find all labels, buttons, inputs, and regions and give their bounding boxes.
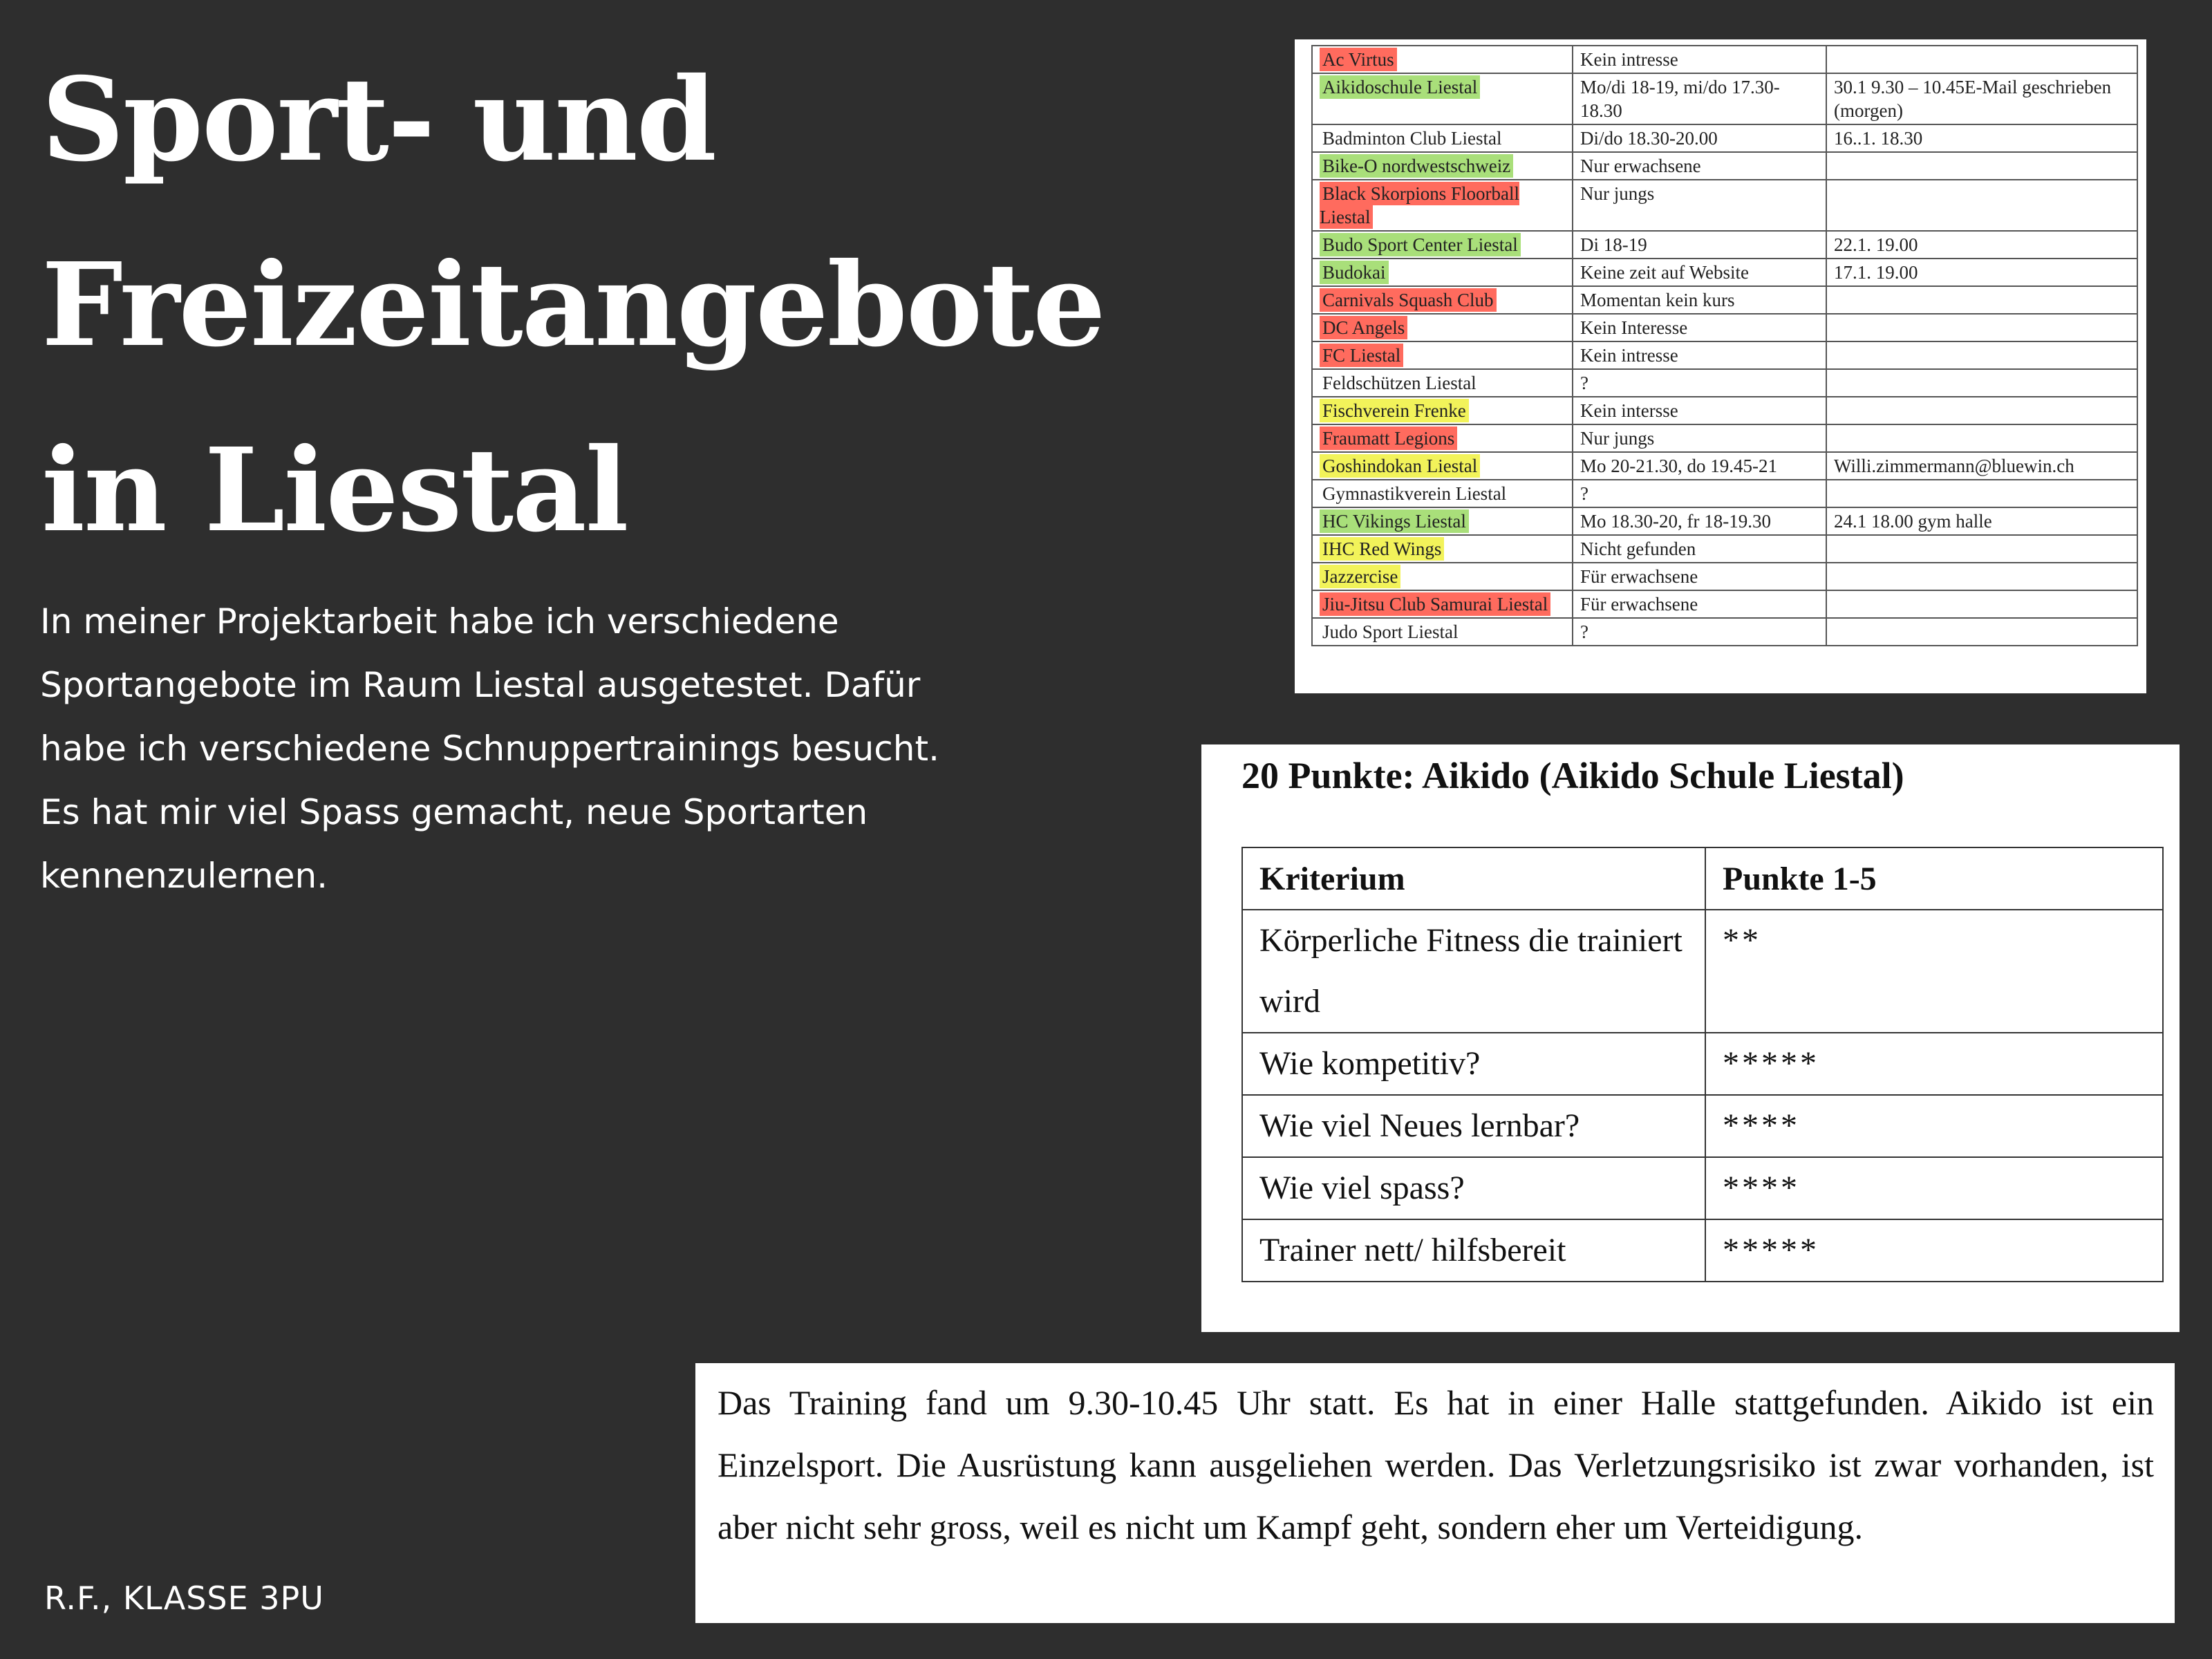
table-row — [1242, 1219, 2163, 1282]
info-cell: Nur jungs — [1573, 180, 1826, 231]
club-name-cell — [1312, 46, 1573, 73]
stars-cell: ** — [1705, 910, 2163, 1033]
intro-line: habe ich verschiedene Schnuppertrainings besucht. — [40, 729, 939, 769]
table-row — [1312, 124, 2137, 152]
club-name: IHC Red Wings — [1320, 537, 1444, 561]
date-cell: 16..1. 18.30 — [1826, 124, 2137, 152]
date-cell — [1826, 590, 2137, 618]
club-name-cell — [1312, 369, 1573, 397]
criterion-cell: Wie viel Neues lernbar? — [1242, 1095, 1705, 1157]
criterion-column-header: Kriterium — [1242, 847, 1705, 910]
rating-heading: 20 Punkte: Aikido (Aikido Schule Liestal) — [1241, 755, 1904, 796]
intro-paragraph — [40, 590, 980, 908]
rating-table — [1241, 847, 2164, 1282]
criterion-cell: Trainer nett/ hilfsbereit — [1242, 1219, 1705, 1282]
table-row — [1312, 563, 2137, 590]
info-cell: ? — [1573, 480, 1826, 507]
club-name: Fischverein Frenke — [1320, 399, 1469, 422]
club-name-cell — [1312, 124, 1573, 152]
date-cell: Willi.zimmermann@bluewin.ch — [1826, 452, 2137, 480]
info-cell: Kein intresse — [1573, 341, 1826, 369]
date-cell — [1826, 618, 2137, 646]
info-cell: Nicht gefunden — [1573, 535, 1826, 563]
stars-cell: **** — [1705, 1095, 2163, 1157]
stars-cell: **** — [1705, 1157, 2163, 1219]
info-cell: Mo 18.30-20, fr 18-19.30 — [1573, 507, 1826, 535]
date-cell — [1826, 341, 2137, 369]
table-row — [1242, 1095, 2163, 1157]
info-cell: ? — [1573, 618, 1826, 646]
info-cell: Für erwachsene — [1573, 563, 1826, 590]
title-line-3: in Liestal — [41, 423, 628, 558]
club-name: Gymnastikverein Liestal — [1322, 483, 1507, 504]
title-line-2: Freizeitangebote — [41, 238, 1105, 373]
club-name: Aikidoschule Liestal — [1320, 75, 1480, 99]
date-cell — [1826, 152, 2137, 180]
info-cell: Kein Interesse — [1573, 314, 1826, 341]
intro-line: Sportangebote im Raum Liestal ausgetestet. Dafür — [40, 665, 921, 705]
table-row — [1312, 341, 2137, 369]
survey-table — [1311, 45, 2138, 646]
date-cell — [1826, 397, 2137, 424]
info-cell: Kein intresse — [1573, 46, 1826, 73]
info-cell: Di/do 18.30-20.00 — [1573, 124, 1826, 152]
club-name: Budokai — [1320, 261, 1389, 284]
table-row — [1312, 46, 2137, 73]
table-row — [1312, 231, 2137, 259]
info-cell: Di 18-19 — [1573, 231, 1826, 259]
club-name-cell — [1312, 180, 1573, 231]
date-cell — [1826, 480, 2137, 507]
club-name: HC Vikings Liestal — [1320, 509, 1469, 533]
club-name-cell — [1312, 480, 1573, 507]
summary-panel — [695, 1363, 2175, 1623]
info-cell: Mo/di 18-19, mi/do 17.30-18.30 — [1573, 73, 1826, 124]
club-name: Budo Sport Center Liestal — [1320, 233, 1521, 256]
intro-line: Es hat mir viel Spass gemacht, neue Sportarten — [40, 792, 868, 832]
intro-line: In meiner Projektarbeit habe ich verschiedene — [40, 601, 839, 641]
club-name-cell — [1312, 231, 1573, 259]
club-name: Feldschützen Liestal — [1322, 373, 1477, 393]
date-cell — [1826, 535, 2137, 563]
stars-cell: ***** — [1705, 1219, 2163, 1282]
date-cell: 30.1 9.30 – 10.45E-Mail geschrieben (morgen) — [1826, 73, 2137, 124]
criterion-cell: Wie kompetitiv? — [1242, 1033, 1705, 1095]
table-row — [1312, 73, 2137, 124]
table-row — [1312, 590, 2137, 618]
author-label: R.F., KLASSE 3PU — [44, 1580, 324, 1617]
table-row — [1312, 452, 2137, 480]
club-name: Badminton Club Liestal — [1322, 128, 1502, 149]
table-row — [1312, 259, 2137, 286]
date-cell: 24.1 18.00 gym halle — [1826, 507, 2137, 535]
info-cell: Nur erwachsene — [1573, 152, 1826, 180]
table-row — [1242, 910, 2163, 1033]
club-name: Bike-O nordwestschweiz — [1320, 154, 1513, 178]
club-name-cell — [1312, 259, 1573, 286]
club-name-cell — [1312, 73, 1573, 124]
info-cell: Keine zeit auf Website — [1573, 259, 1826, 286]
stars-cell: ***** — [1705, 1033, 2163, 1095]
club-name: FC Liestal — [1320, 344, 1403, 367]
table-row — [1312, 180, 2137, 231]
date-cell — [1826, 286, 2137, 314]
table-row — [1242, 1033, 2163, 1095]
table-row — [1312, 397, 2137, 424]
club-name-cell — [1312, 341, 1573, 369]
club-name-cell — [1312, 590, 1573, 618]
intro-line: kennenzulernen. — [40, 856, 328, 896]
info-cell: ? — [1573, 369, 1826, 397]
club-name: Jazzercise — [1320, 565, 1400, 588]
points-column-header: Punkte 1-5 — [1705, 847, 2163, 910]
date-cell — [1826, 369, 2137, 397]
rating-header-row — [1242, 847, 2163, 910]
summary-text: Das Training fand um 9.30-10.45 Uhr statt. Es hat in einer Halle stattgefunden. Aikido ist ein Einzelsport. Die Ausrüstung kann ausgeliehen werden. Das Verletzungsrisiko ist zwar vorhanden, ist aber nicht sehr gross, weil es nicht um Kampf geht, sondern eher um Verteidigung. — [718, 1383, 2154, 1546]
table-row — [1312, 480, 2137, 507]
table-row — [1312, 314, 2137, 341]
date-cell: 22.1. 19.00 — [1826, 231, 2137, 259]
club-name: Judo Sport Liestal — [1322, 621, 1459, 642]
table-row — [1312, 535, 2137, 563]
date-cell — [1826, 424, 2137, 452]
criterion-cell: Körperliche Fitness die trainiert wird — [1242, 910, 1705, 1033]
club-name-cell — [1312, 507, 1573, 535]
club-name-cell — [1312, 152, 1573, 180]
criterion-cell: Wie viel spass? — [1242, 1157, 1705, 1219]
table-row — [1312, 424, 2137, 452]
club-name-cell — [1312, 424, 1573, 452]
survey-scan-panel — [1295, 39, 2146, 693]
club-name: DC Angels — [1320, 316, 1407, 339]
club-name-cell — [1312, 397, 1573, 424]
info-cell: Kein intersse — [1573, 397, 1826, 424]
table-row — [1312, 286, 2137, 314]
info-cell: Für erwachsene — [1573, 590, 1826, 618]
club-name: Fraumatt Legions — [1320, 427, 1457, 450]
info-cell: Momentan kein kurs — [1573, 286, 1826, 314]
club-name-cell — [1312, 314, 1573, 341]
date-cell — [1826, 314, 2137, 341]
info-cell: Mo 20-21.30, do 19.45-21 — [1573, 452, 1826, 480]
table-row — [1312, 152, 2137, 180]
club-name-cell — [1312, 452, 1573, 480]
table-row — [1242, 1157, 2163, 1219]
club-name: Ac Virtus — [1320, 48, 1397, 71]
info-cell: Nur jungs — [1573, 424, 1826, 452]
date-cell — [1826, 46, 2137, 73]
date-cell — [1826, 563, 2137, 590]
title-line-1: Sport- und — [41, 53, 715, 187]
club-name-cell — [1312, 563, 1573, 590]
club-name: Carnivals Squash Club — [1320, 288, 1497, 312]
club-name: Jiu-Jitsu Club Samurai Liestal — [1320, 592, 1550, 616]
club-name: Goshindokan Liestal — [1320, 454, 1480, 478]
club-name-cell — [1312, 286, 1573, 314]
table-row — [1312, 618, 2137, 646]
club-name: Black Skorpions Floorball Liestal — [1320, 183, 1519, 227]
club-name-cell — [1312, 535, 1573, 563]
date-cell: 17.1. 19.00 — [1826, 259, 2137, 286]
page-title — [41, 28, 1105, 583]
table-row — [1312, 369, 2137, 397]
rating-panel — [1201, 744, 2180, 1332]
date-cell — [1826, 180, 2137, 231]
table-row — [1312, 507, 2137, 535]
club-name-cell — [1312, 618, 1573, 646]
